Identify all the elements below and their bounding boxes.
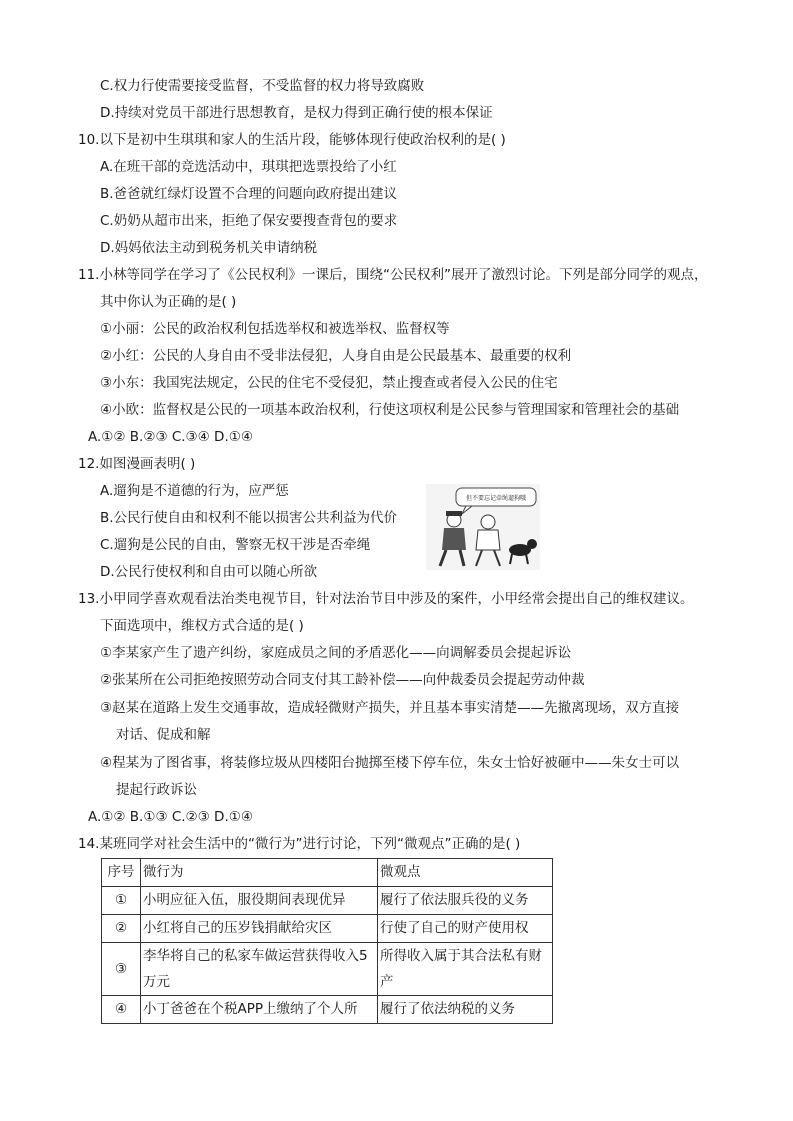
q9-option-d: D.持续对党员干部进行思想教育，是权力得到正确行使的根本保证 bbox=[100, 105, 493, 121]
q11-statement-1: ①小丽：公民的政治权利包括选举权和被选举权、监督权等 bbox=[100, 321, 450, 337]
q13-statement-4-cont: 提起行政诉讼 bbox=[116, 782, 197, 798]
q11-choices: A.①② B.②③ C.③④ D.①④ bbox=[88, 429, 253, 445]
q14-table bbox=[101, 858, 553, 1024]
table-cell: 小丁爸爸在个税APP上缴纳了个人所 bbox=[141, 996, 378, 1024]
q10-option-c: C.奶奶从超市出来，拒绝了保安要搜查背包的要求 bbox=[100, 213, 398, 229]
cartoon-police-dog-walking bbox=[426, 484, 540, 570]
table-cell: 履行了依法纳税的义务 bbox=[378, 996, 553, 1024]
table-header-row bbox=[102, 859, 553, 887]
q13-statement-2: ②张某所在公司拒绝按照劳动合同支付其工龄补偿——向仲裁委员会提起劳动仲裁 bbox=[100, 672, 585, 688]
q13-stem: 13.小甲同学喜欢观看法治类电视节目，针对法治节目中涉及的案件，小甲经常会提出自己的维权建议。 bbox=[78, 591, 694, 607]
q10-option-b: B.爸爸就红绿灯设置不合理的问题向政府提出建议 bbox=[100, 186, 398, 202]
q10-option-d: D.妈妈依法主动到税务机关申请纳税 bbox=[100, 240, 318, 256]
q13-statement-4: ④程某为了图省事，将装修垃圾从四楼阳台抛掷至楼下停车位，朱女士恰好被砸中——朱女士可以 bbox=[100, 755, 680, 771]
q9-option-c: C.权力行使需要接受监督，不受监督的权力将导致腐败 bbox=[100, 78, 425, 94]
q12-option-d: D.公民行使权利和自由可以随心所欲 bbox=[100, 564, 318, 580]
header-index: 序号 bbox=[102, 859, 141, 887]
q11-stem-cont: 其中你认为正确的是( ) bbox=[100, 294, 237, 310]
table-cell: 行使了自己的财产使用权 bbox=[378, 915, 553, 943]
table-row bbox=[102, 996, 553, 1024]
q10-option-a: A.在班干部的竞选活动中，琪琪把选票投给了小红 bbox=[100, 159, 397, 175]
table-cell: 履行了依法服兵役的义务 bbox=[378, 887, 553, 915]
q13-statement-1: ①李某家产生了遗产纠纷，家庭成员之间的矛盾恶化——向调解委员会提起诉讼 bbox=[100, 645, 572, 661]
q13-choices: A.①② B.①③ C.②③ D.①④ bbox=[88, 809, 253, 825]
header-behavior: 微行为 bbox=[141, 859, 378, 887]
q11-statement-4: ④小欧：监督权是公民的一项基本政治权利，行使这项权利是公民参与管理国家和管理社会的基础 bbox=[100, 402, 680, 418]
table-row bbox=[102, 943, 553, 996]
table-row bbox=[102, 915, 553, 943]
header-viewpoint: 微观点 bbox=[378, 859, 553, 887]
q12-option-a: A.遛狗是不道德的行为，应严惩 bbox=[100, 483, 289, 499]
q12-stem: 12.如图漫画表明( ) bbox=[78, 456, 196, 472]
table-cell: 李华将自己的私家车做运营获得收入5万元 bbox=[141, 943, 378, 996]
q12-option-c: C.遛狗是公民的自由，警察无权干涉是否牵绳 bbox=[100, 537, 371, 553]
q12-option-b: B.公民行使自由和权利不能以损害公共利益为代价 bbox=[100, 510, 398, 526]
q11-statement-2: ②小红：公民的人身自由不受非法侵犯，人身自由是公民最基本、最重要的权利 bbox=[100, 348, 572, 364]
cartoon-speech: 但不要忘记牵绳遛狗哦 bbox=[465, 495, 527, 502]
table-cell: 小明应征入伍，服役期间表现优异 bbox=[141, 887, 378, 915]
q14-stem: 14.某班同学对社会生活中的“微行为”进行讨论，下列“微观点”正确的是( ) bbox=[78, 836, 521, 852]
table-cell: ① bbox=[102, 887, 141, 915]
q13-statement-3-cont: 对话、促成和解 bbox=[116, 727, 211, 743]
q11-stem: 11.小林等同学在学习了《公民权利》一课后，围绕“公民权利”展开了激烈讨论。下列是部分同学的观点， bbox=[78, 267, 708, 283]
table-cell: ② bbox=[102, 915, 141, 943]
q13-statement-3: ③赵某在道路上发生交通事故，造成轻微财产损失，并且基本事实清楚——先撤离现场，双方直接 bbox=[100, 700, 680, 716]
q11-statement-3: ③小东：我国宪法规定，公民的住宅不受侵犯，禁止搜查或者侵入公民的住宅 bbox=[100, 375, 558, 391]
table-cell: ④ bbox=[102, 996, 141, 1024]
table-cell: 小红将自己的压岁钱捐献给灾区 bbox=[141, 915, 378, 943]
table-cell: ③ bbox=[102, 943, 141, 996]
q13-stem-cont: 下面选项中，维权方式合适的是( ) bbox=[100, 618, 304, 634]
table-cell: 所得收入属于其合法私有财产 bbox=[378, 943, 553, 996]
q10-stem: 10.以下是初中生琪琪和家人的生活片段，能够体现行使政治权利的是( ) bbox=[78, 132, 506, 148]
table-row bbox=[102, 887, 553, 915]
